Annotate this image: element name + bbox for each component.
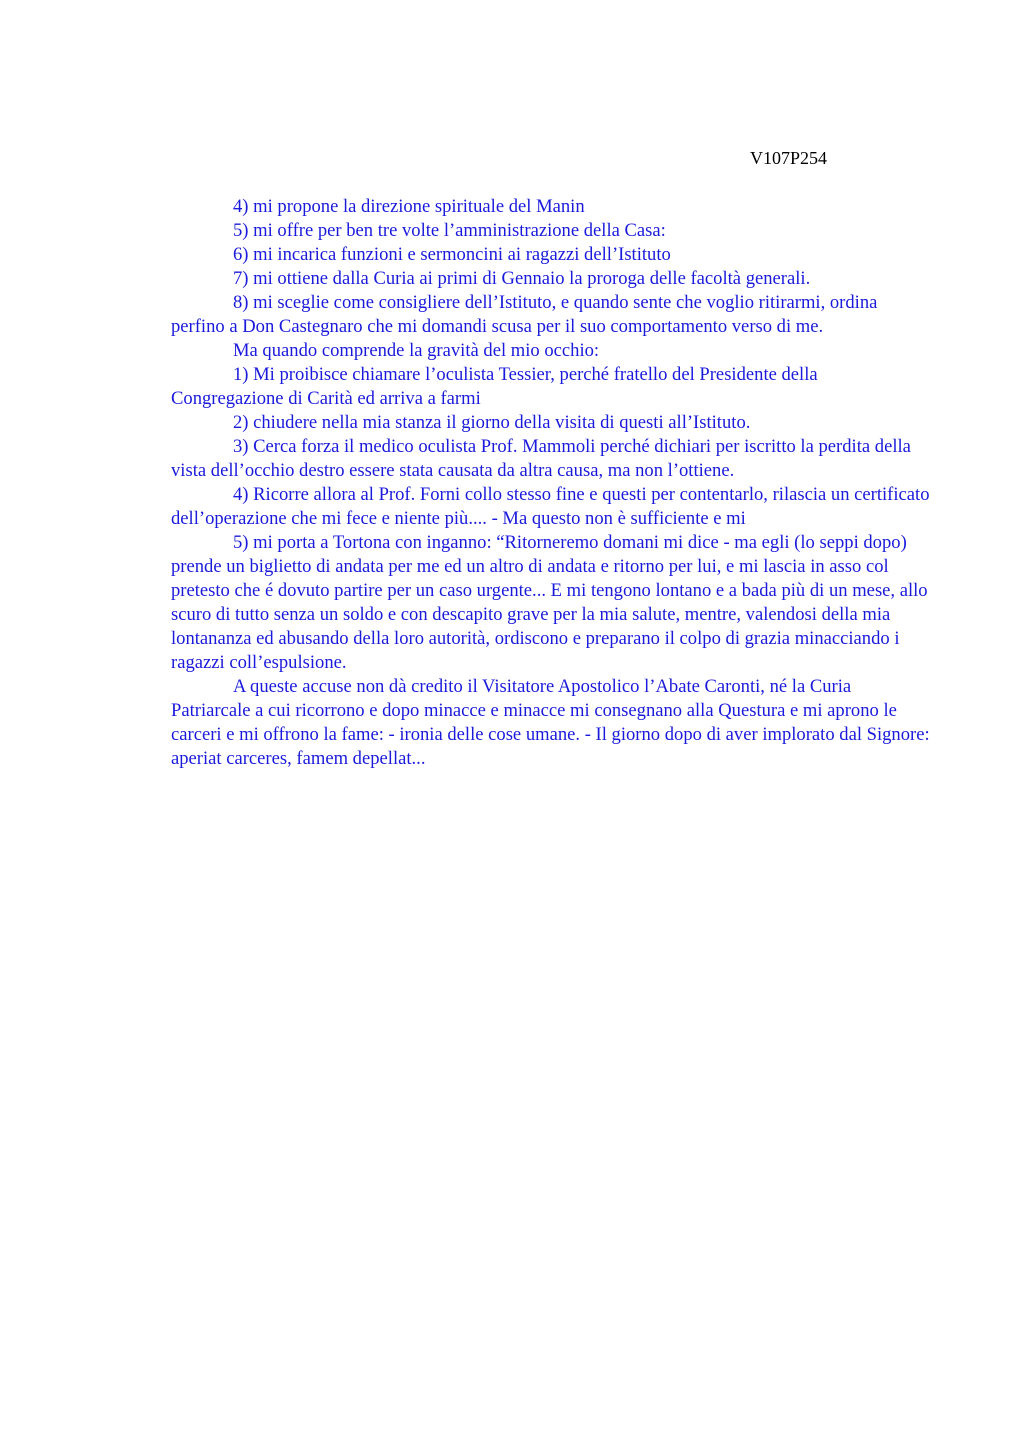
list-item-1-tessier: 1) Mi proibisce chiamare l’oculista Tessier, perché fratello del Presidente della Congregazione di Carità ed arriva a farmi: [171, 364, 818, 409]
list-item-7-faculties: 7) mi ottiene dalla Curia ai primi di Gennaio la proroga delle facoltà generali.: [233, 268, 811, 289]
list-item-6-functions: 6) mi incarica funzioni e sermoncini ai ragazzi dell’Istituto: [233, 244, 671, 265]
list-item-5-tortona: 5) mi porta a Tortona con inganno: “Ritorneremo domani mi dice - ma egli (lo seppi dopo) prende un biglietto di andata per me ed un altro di andata e ritorno per lui, e mi lascia in asso col pretesto che é dovuto partire per un caso urgente... E mi tengono lontano e a bada più di un mese, allo scuro di tutto senza un soldo e con descapito grave per la mia salute, mentre, valendosi della mia lontananza ed abusando della loro autorità, ordiscono e preparano il colpo di grazia minacciando i ragazzi coll’espulsione.: [171, 532, 928, 673]
list-item-8-counselor: 8) mi sceglie come consigliere dell’Istituto, e quando sente che voglio ritirarmi, ordina perfino a Don Castegnaro che mi domandi scusa per il suo comportamento verso di me.: [171, 292, 878, 337]
document-body: [171, 195, 931, 771]
paragraph-accusations: A queste accuse non dà credito il Visitatore Apostolico l’Abate Caronti, né la Curia Patriarcale a cui ricorrono e dopo minacce e minacce mi consegnano alla Questura e mi aprono le carceri e mi offrono la fame: - ironia delle cose umane. - Il giorno dopo di aver implorato dal Signore: aperiat carceres, famem depellat...: [171, 676, 930, 769]
list-item-5-administration: 5) mi offre per ben tre volte l’amministrazione della Casa:: [233, 220, 666, 241]
list-item-4-spiritual-direction: 4) mi propone la direzione spirituale del Manin: [233, 196, 585, 217]
paragraph-eye-gravity: Ma quando comprende la gravità del mio occhio:: [233, 340, 600, 361]
list-item-4-forni: 4) Ricorre allora al Prof. Forni collo stesso fine e questi per contentarlo, rilascia un certificato dell’operazione che mi fece e niente più.... - Ma questo non è sufficiente e mi: [171, 484, 930, 529]
list-item-3-mammoli: 3) Cerca forza il medico oculista Prof. Mammoli perché dichiari per iscritto la perdita della vista dell’occhio destro essere stata causata da altra causa, ma non l’ottiene.: [171, 436, 911, 481]
page-identifier: V107P254: [750, 148, 828, 168]
list-item-2-room: 2) chiudere nella mia stanza il giorno della visita di questi all’Istituto.: [233, 412, 751, 433]
